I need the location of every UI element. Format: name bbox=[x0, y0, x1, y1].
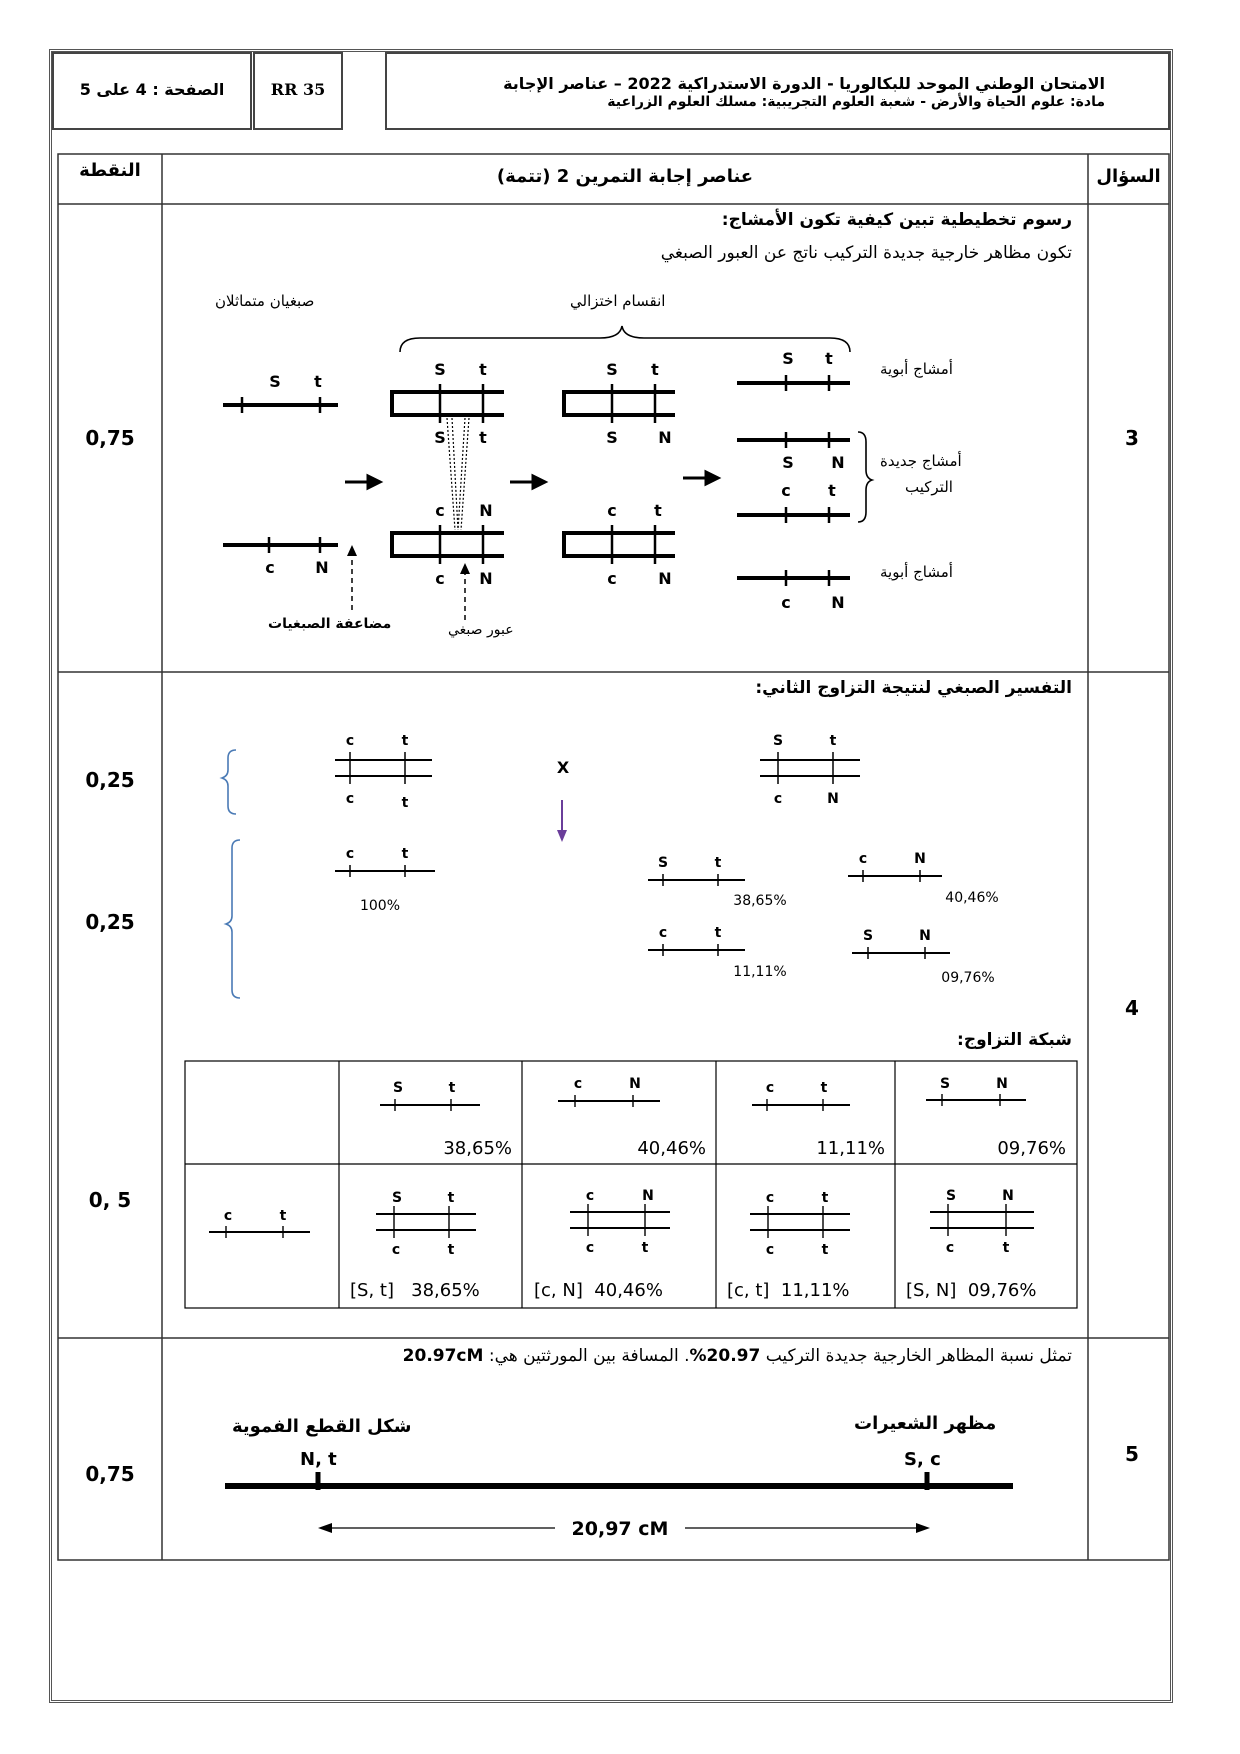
allele-S: S bbox=[862, 928, 874, 944]
q4-score-a: 0,25 bbox=[85, 768, 135, 792]
allele-N: N bbox=[831, 593, 845, 612]
allele-S: S bbox=[782, 453, 794, 472]
allele-c: c bbox=[585, 1240, 595, 1256]
q3-label-crossover: عبور صبغي bbox=[448, 622, 514, 638]
q4-grid-title: شبكة التزاوج: bbox=[957, 1030, 1072, 1050]
q5-label-left: شكل القطع الفموية bbox=[232, 1416, 412, 1437]
allele-t: t bbox=[1002, 1240, 1010, 1256]
phenotype-cN: [c, N] 40,46% bbox=[534, 1280, 663, 1301]
allele-c: c bbox=[781, 593, 791, 612]
allele-N: N bbox=[642, 1188, 654, 1204]
gamete-pct-ct: 11,11% bbox=[733, 964, 787, 980]
allele-c: c bbox=[765, 1242, 775, 1258]
allele-t: t bbox=[641, 1240, 649, 1256]
allele-t: t bbox=[447, 1190, 455, 1206]
allele-c: c bbox=[345, 733, 355, 749]
allele-N: N bbox=[629, 1076, 641, 1092]
q5-score: 0,75 bbox=[85, 1462, 135, 1486]
allele-t: t bbox=[825, 349, 833, 368]
allele-t: t bbox=[401, 846, 409, 862]
cross-symbol: X bbox=[556, 758, 570, 777]
allele-t: t bbox=[314, 372, 322, 391]
q3-label-parental-top: أمشاج أبوية bbox=[880, 360, 953, 378]
q3-label-parental-bottom: أمشاج أبوية bbox=[880, 563, 953, 581]
allele-c: c bbox=[345, 791, 355, 807]
allele-c: c bbox=[658, 925, 668, 941]
allele-t: t bbox=[821, 1242, 829, 1258]
q5-text-prefix: تمثل نسبة المظاهر الخارجية جديدة التركيب bbox=[760, 1346, 1072, 1366]
allele-c: c bbox=[858, 851, 868, 867]
column-header-content: عناصر إجابة التمرين 2 (تتمة) bbox=[496, 166, 754, 187]
q3-label-meiosis: انقسام اختزالي bbox=[570, 292, 666, 310]
allele-S: S bbox=[657, 855, 669, 871]
gamete-pct-100: 100% bbox=[359, 898, 401, 914]
allele-c: c bbox=[573, 1076, 583, 1092]
allele-c: c bbox=[345, 846, 355, 862]
allele-S: S bbox=[269, 372, 281, 391]
allele-N: N bbox=[996, 1076, 1008, 1092]
allele-t: t bbox=[714, 925, 722, 941]
q5-text-pct: 20.97% bbox=[689, 1346, 761, 1366]
page-number: الصفحة : 4 على 5 bbox=[79, 80, 225, 99]
q5-locus-left: N, t bbox=[300, 1449, 337, 1470]
allele-t: t bbox=[401, 733, 409, 749]
allele-N: N bbox=[315, 558, 329, 577]
allele-c: c bbox=[607, 569, 617, 588]
allele-t: t bbox=[820, 1080, 828, 1096]
q5-text-mid: . المسافة بين المورثتين هي: bbox=[483, 1346, 690, 1366]
allele-t: t bbox=[447, 1242, 455, 1258]
q3-label-recomb-2: التركيب bbox=[905, 478, 953, 496]
phenotype-st: [S, t] 38,65% bbox=[350, 1280, 480, 1301]
q3-label-recomb-1: أمشاج جديدة bbox=[880, 452, 962, 470]
q5-label-right: مظهر الشعيرات bbox=[854, 1413, 997, 1434]
allele-N: N bbox=[479, 501, 493, 520]
allele-N: N bbox=[658, 569, 672, 588]
allele-N: N bbox=[831, 453, 845, 472]
gamete-pct-SN: 09,76% bbox=[941, 970, 995, 986]
allele-t: t bbox=[479, 428, 487, 447]
grid-gamete-pct-st: 38,65% bbox=[443, 1138, 512, 1159]
grid-gamete-pct-ct: 11,11% bbox=[816, 1138, 885, 1159]
q5-text-distance: 20.97cM bbox=[402, 1346, 484, 1366]
q3-title: رسوم تخطيطية تبين كيفية تكون الأمشاج: bbox=[721, 210, 1072, 230]
allele-N: N bbox=[479, 569, 493, 588]
allele-S: S bbox=[606, 428, 618, 447]
allele-t: t bbox=[401, 795, 409, 811]
allele-t: t bbox=[828, 481, 836, 500]
allele-S: S bbox=[939, 1076, 951, 1092]
allele-S: S bbox=[782, 349, 794, 368]
allele-c: c bbox=[223, 1208, 233, 1224]
allele-c: c bbox=[607, 501, 617, 520]
allele-S: S bbox=[434, 360, 446, 379]
q3-label-homologs: صبغيان متماثلان bbox=[215, 292, 315, 310]
allele-S: S bbox=[434, 428, 446, 447]
q4-number: 4 bbox=[1125, 996, 1139, 1020]
allele-S: S bbox=[391, 1190, 403, 1206]
allele-N: N bbox=[914, 851, 926, 867]
allele-t: t bbox=[448, 1080, 456, 1096]
q3-score: 0,75 bbox=[85, 426, 135, 450]
q4-score-b: 0,25 bbox=[85, 910, 135, 934]
allele-t: t bbox=[654, 501, 662, 520]
allele-t: t bbox=[714, 855, 722, 871]
allele-t: t bbox=[479, 360, 487, 379]
allele-c: c bbox=[435, 569, 445, 588]
allele-c: c bbox=[391, 1242, 401, 1258]
allele-c: c bbox=[765, 1080, 775, 1096]
header-title: الامتحان الوطني الموحد للبكالوريا - الدورة الاستدراكية 2022 – عناصر الإجابة bbox=[503, 74, 1105, 93]
gamete-pct-st: 38,65% bbox=[733, 893, 787, 909]
allele-t: t bbox=[279, 1208, 287, 1224]
q3-label-duplication: مضاعفة الصبغيات bbox=[268, 616, 392, 632]
column-header-score: النقطة bbox=[79, 160, 141, 181]
q3-subtitle: تكون مظاهر خارجية جديدة التركيب ناتج عن العبور الصبغي bbox=[660, 243, 1072, 263]
allele-c: c bbox=[585, 1188, 595, 1204]
allele-c: c bbox=[773, 791, 783, 807]
allele-S: S bbox=[392, 1080, 404, 1096]
allele-S: S bbox=[606, 360, 618, 379]
allele-c: c bbox=[435, 501, 445, 520]
phenotype-ct: [c, t] 11,11% bbox=[727, 1280, 850, 1301]
allele-S: S bbox=[772, 733, 784, 749]
allele-t: t bbox=[829, 733, 837, 749]
q5-distance-label: 20,97 cM bbox=[571, 1518, 669, 1540]
header-subject: مادة: علوم الحياة والأرض - شعبة العلوم التجريبية: مسلك العلوم الزراعية bbox=[607, 94, 1105, 110]
allele-c: c bbox=[265, 558, 275, 577]
allele-c: c bbox=[781, 481, 791, 500]
allele-t: t bbox=[821, 1190, 829, 1206]
q5-locus-right: S, c bbox=[904, 1449, 941, 1470]
allele-N: N bbox=[919, 928, 931, 944]
phenotype-SN: [S, N] 09,76% bbox=[906, 1280, 1037, 1301]
allele-S: S bbox=[945, 1188, 957, 1204]
grid-gamete-pct-cN: 40,46% bbox=[637, 1138, 706, 1159]
q5-number: 5 bbox=[1125, 1442, 1139, 1466]
allele-t: t bbox=[651, 360, 659, 379]
column-header-question: السؤال bbox=[1096, 166, 1161, 187]
allele-c: c bbox=[765, 1190, 775, 1206]
allele-N: N bbox=[827, 791, 839, 807]
exam-code: RR 35 bbox=[270, 80, 326, 99]
gamete-pct-cN: 40,46% bbox=[945, 890, 999, 906]
q3-number: 3 bbox=[1125, 426, 1139, 450]
q4-score-c: 0, 5 bbox=[88, 1188, 132, 1212]
allele-N: N bbox=[1002, 1188, 1014, 1204]
grid-gamete-pct-SN: 09,76% bbox=[997, 1138, 1066, 1159]
allele-c: c bbox=[945, 1240, 955, 1256]
allele-N: N bbox=[658, 428, 672, 447]
q4-title: التفسير الصبغي لنتيجة التزاوج الثاني: bbox=[755, 678, 1072, 698]
